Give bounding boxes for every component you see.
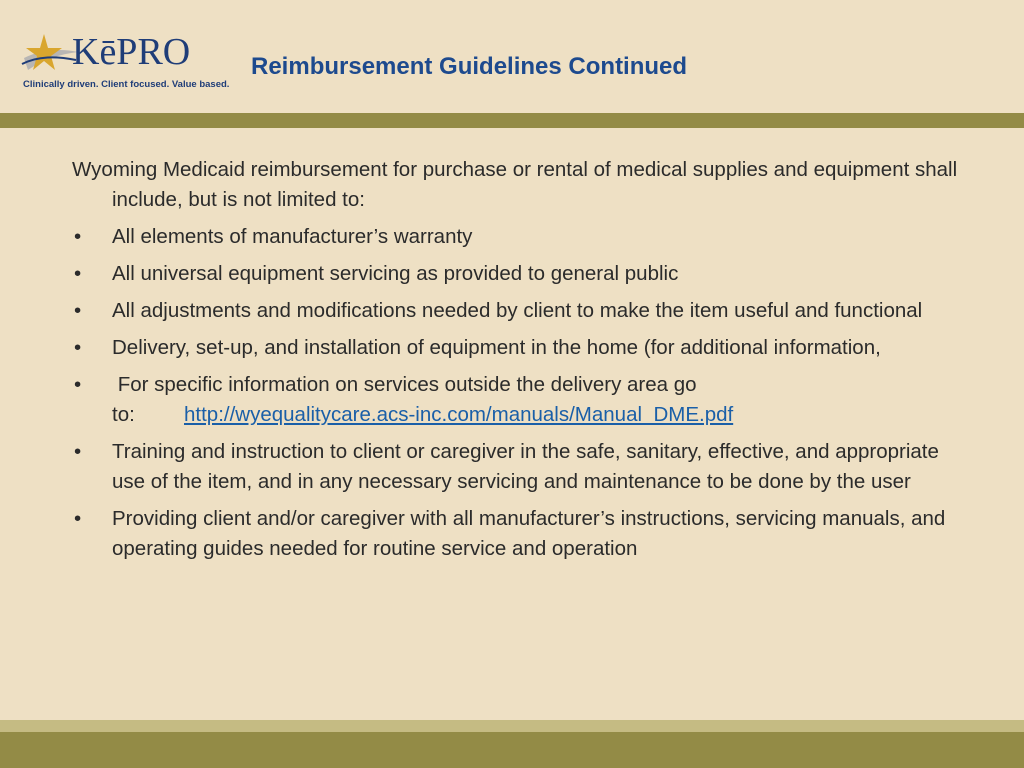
- bullet-icon: •: [74, 507, 82, 530]
- list-item-text: Delivery, set-up, and installation of equipment in the home (for additional information,: [112, 336, 881, 359]
- list-item-text: For specific information on services outside the delivery area go: [112, 373, 697, 396]
- list-item: [72, 504, 972, 564]
- bullet-icon: •: [74, 262, 82, 285]
- list-item: [72, 437, 972, 497]
- link-prefix: to:: [112, 403, 135, 426]
- footer-band-light: [0, 720, 1024, 732]
- logo-tagline: Clinically driven. Client focused. Value based.: [23, 79, 230, 90]
- footer-band: [0, 732, 1024, 768]
- kepro-logo: [20, 30, 230, 96]
- intro-paragraph: Wyoming Medicaid reimbursement for purchase or rental of medical supplies and equipment shall include, but is not limited to:: [72, 158, 958, 211]
- list-item: [72, 259, 972, 289]
- list-item: [72, 222, 972, 252]
- list-item: [72, 370, 972, 430]
- bullet-icon: •: [74, 373, 82, 396]
- header-divider-band: [0, 113, 1024, 128]
- list-item-text: Training and instruction to client or caregiver in the safe, sanitary, effective, and appropriate use of the item, and in any necessary servicing and maintenance to be done by the user: [112, 440, 939, 493]
- slide-title: Reimbursement Guidelines Continued: [251, 53, 688, 80]
- bullet-icon: •: [74, 336, 82, 359]
- list-item-text: All elements of manufacturer’s warranty: [112, 225, 473, 248]
- slide-body: [72, 155, 972, 571]
- bullet-icon: •: [74, 440, 82, 463]
- bullet-list: [72, 222, 972, 564]
- list-item-text: All adjustments and modifications needed by client to make the item useful and functional: [112, 299, 923, 322]
- manual-dme-link[interactable]: http://wyequalitycare.acs-inc.com/manuals/Manual_DME.pdf: [184, 403, 734, 426]
- bullet-icon: •: [74, 225, 82, 248]
- slide-header: [0, 0, 1024, 113]
- list-item-text: All universal equipment servicing as provided to general public: [112, 262, 679, 285]
- list-item-text: Providing client and/or caregiver with all manufacturer’s instructions, servicing manuals, and operating guides needed for routine service and operation: [112, 507, 946, 560]
- list-item: [72, 333, 972, 363]
- bullet-icon: •: [74, 299, 82, 322]
- logo-wordmark: KēPRO: [72, 31, 191, 73]
- logo-star-icon: [20, 30, 80, 80]
- list-item: [72, 296, 972, 326]
